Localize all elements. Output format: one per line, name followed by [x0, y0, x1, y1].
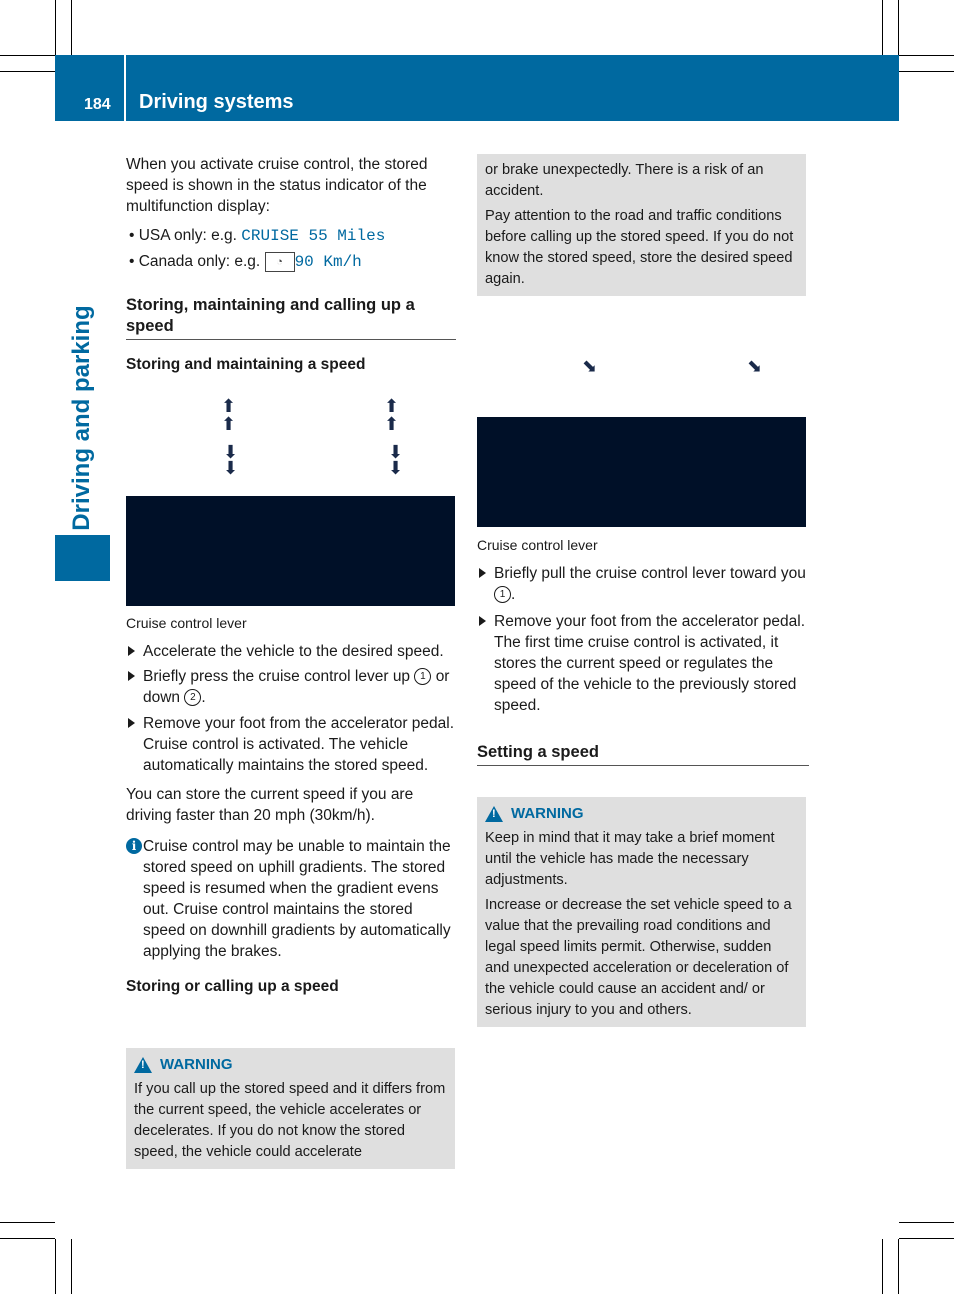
warning-text: If you call up the stored speed and it differs from the current speed, the vehicle accelerates or decelerates. If you do not know the stored speed, the vehicle could accelerate: [134, 1081, 446, 1160]
heading-storing-maintaining: Storing, maintaining and calling up a speed: [126, 295, 456, 340]
left-steps: [126, 641, 458, 997]
crop-mark: [71, 1239, 72, 1294]
status-code-canada: 90 Km/h: [294, 253, 362, 271]
warning-box-right: [477, 797, 806, 1027]
arrow-up-icon: ⬆: [221, 396, 237, 416]
heading-setting-speed: Setting a speed: [477, 742, 809, 766]
info-icon: i: [126, 838, 142, 854]
crop-mark: [0, 1238, 55, 1239]
left-column: [126, 154, 456, 375]
arrow-pull-icon: ⬊: [747, 356, 763, 376]
warning-box-continued: [477, 154, 806, 296]
crop-mark: [0, 1222, 55, 1223]
section-title: Driving systems: [139, 91, 294, 113]
step-accelerate: Accelerate the vehicle to the desired speed.: [126, 641, 458, 662]
heading-store-maintain: Storing and maintaining a speed: [126, 356, 366, 373]
crop-mark: [898, 0, 899, 55]
arrow-down-icon: ⬇: [388, 458, 404, 478]
warning-continued-2: Pay attention to the road and traffic conditions before calling up the stored speed. If you do not know the stored speed, store the desired speed again.: [485, 208, 794, 287]
page-number: 184: [84, 96, 111, 113]
crop-mark: [899, 71, 954, 72]
crop-mark: [899, 1222, 954, 1223]
header-divider: [124, 55, 126, 121]
crop-mark: [899, 55, 954, 56]
crop-mark: [882, 1239, 883, 1294]
arrow-down-icon: ⬇: [223, 458, 239, 478]
side-tab-label: Driving and parking: [68, 305, 95, 531]
crop-mark: [71, 0, 72, 55]
step-remove-foot: Remove your foot from the accelerator pedal. Cruise control is activated. The vehicle automatically maintains the stored speed.: [126, 713, 458, 776]
crop-mark: [55, 1239, 56, 1294]
intro-text: When you activate cruise control, the stored speed is shown in the status indicator of the multifunction display:: [126, 156, 428, 215]
store-note: You can store the current speed if you are driving faster than 20 mph (30km/h).: [126, 786, 414, 824]
right-steps: [477, 563, 809, 766]
arrow-up-icon: ⬆: [384, 414, 400, 434]
step-remove-foot-right: Remove your foot from the accelerator pedal. The first time cruise control is activated, it stores the current speed or regulates the speed of the vehicle to the previously stored speed.: [477, 611, 809, 716]
warning-triangle-icon: [134, 1057, 152, 1073]
warning-p1: Keep in mind that it may take a brief moment until the vehicle has made the necessary adjustments.: [485, 830, 775, 888]
arrow-up-icon: ⬆: [384, 396, 400, 416]
step-press-lever: Briefly press the cruise control lever up 1 or down 2 .: [126, 666, 458, 708]
speedometer-icon: ◔: [265, 252, 295, 272]
bullet-usa: • USA only: e.g. CRUISE 55 Miles: [129, 227, 386, 245]
lever-image-right: [477, 417, 806, 527]
warning-heading: ! WARNING: [134, 1054, 447, 1075]
warning-continued-1: or brake unexpectedly. There is a risk of an accident.: [485, 162, 764, 199]
info-note: i Cruise control may be unable to maintain the stored speed on uphill gradients. The stored speed is resumed when the gradient evens out. Cruise control maintains the stored speed on downhill gradients by automatically applying the brakes.: [126, 836, 458, 962]
caption-left: Cruise control lever: [126, 615, 247, 631]
arrow-up-icon: ⬆: [221, 414, 237, 434]
step-pull-lever: Briefly pull the cruise control lever toward you 1 .: [477, 563, 809, 605]
arrow-down-icon: ⬇: [388, 442, 404, 462]
side-tab-marker: [55, 535, 110, 581]
warning-triangle-icon: [485, 806, 503, 822]
crop-mark: [899, 1238, 954, 1239]
arrow-down-icon: ⬇: [223, 442, 239, 462]
crop-mark: [898, 1239, 899, 1294]
caption-right: Cruise control lever: [477, 537, 598, 553]
bullet-canada: • Canada only: e.g. ◔ 90 Km/h: [129, 253, 362, 271]
heading-store-callup: Storing or calling up a speed: [126, 978, 339, 995]
crop-mark: [0, 55, 55, 56]
status-code-usa: CRUISE 55 Miles: [241, 227, 386, 245]
warning-heading-right: ! WARNING: [485, 803, 798, 824]
arrow-pull-icon: ⬊: [582, 356, 598, 376]
warning-p2: Increase or decrease the set vehicle speed to a value that the prevailing road conditions and legal speed limits permit. Otherwise, sudden and unexpected acceleration or deceleration of the vehicle could cause an accident and/ or serious injury to you and others.: [485, 897, 792, 1018]
lever-image-left: [126, 496, 455, 606]
warning-box-left: [126, 1048, 455, 1169]
crop-mark: [55, 0, 56, 55]
crop-mark: [882, 0, 883, 55]
crop-mark: [0, 71, 55, 72]
